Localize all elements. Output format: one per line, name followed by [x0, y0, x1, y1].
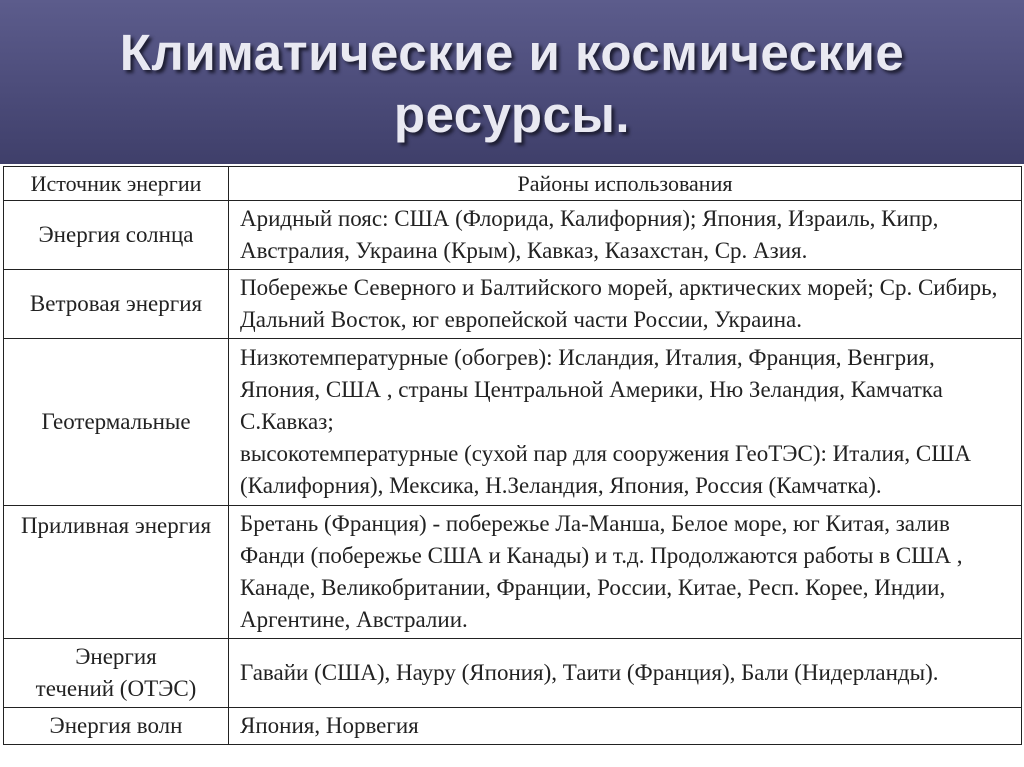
energy-resources-table: [3, 166, 1022, 745]
row-regions: Бретань (Франция) - побережье Ла-Манша, Белое море, юг Китая, залив Фанди (побережье США и Канады) и т.д. Продолжаются работы в США , Канаде, Великобритании, Франции, России, Китае, Респ. Корее, Индии, Аргентине, Австралии.: [229, 506, 1022, 639]
header-source: Источник энергии: [4, 167, 229, 201]
row-regions: Побережье Северного и Балтийского морей, арктических морей; Ср. Сибирь, Дальний Восток, юг европейской части России, Украина.: [229, 270, 1022, 339]
row-source: Энергия течений (ОТЭС): [4, 639, 229, 708]
row-regions: Гавайи (США), Науру (Япония), Таити (Франция), Бали (Нидерланды).: [229, 639, 1022, 708]
row-source: Приливная энергия: [4, 506, 229, 639]
table-row: [4, 201, 1022, 270]
header-regions: Районы использования: [229, 167, 1022, 201]
title-band: [0, 0, 1024, 164]
table-row: [4, 270, 1022, 339]
row-source: Геотермальные: [4, 339, 229, 506]
row-regions: [229, 339, 1022, 506]
slide-title: Климатические и космические ресурсы.: [119, 24, 905, 143]
row-regions: Аридный пояс: США (Флорида, Калифорния); Япония, Израиль, Кипр, Австралия, Украина (Крым), Кавказ, Казахстан, Ср. Азия.: [229, 201, 1022, 270]
table-row: [4, 639, 1022, 708]
table-row: [4, 339, 1022, 506]
regions-line: высокотемпературные (сухой пар для сооружения ГеоТЭС): Италия, США (Калифорния), Мексика, Н.Зеландия, Япония, Россия (Камчатка).: [240, 441, 972, 498]
table-row: [4, 506, 1022, 639]
table-row: [4, 708, 1022, 745]
row-source: Ветровая энергия: [4, 270, 229, 339]
regions-line: Низкотемпературные (обогрев): Исландия, Италия, Франция, Венгрия, Япония, США , страны Центральной Америки, Ню Зеландия, Камчатка С.Кавказ;: [240, 345, 943, 434]
table-header-row: [4, 167, 1022, 201]
row-regions: Япония, Норвегия: [229, 708, 1022, 745]
row-source: Энергия волн: [4, 708, 229, 745]
row-source: Энергия солнца: [4, 201, 229, 270]
